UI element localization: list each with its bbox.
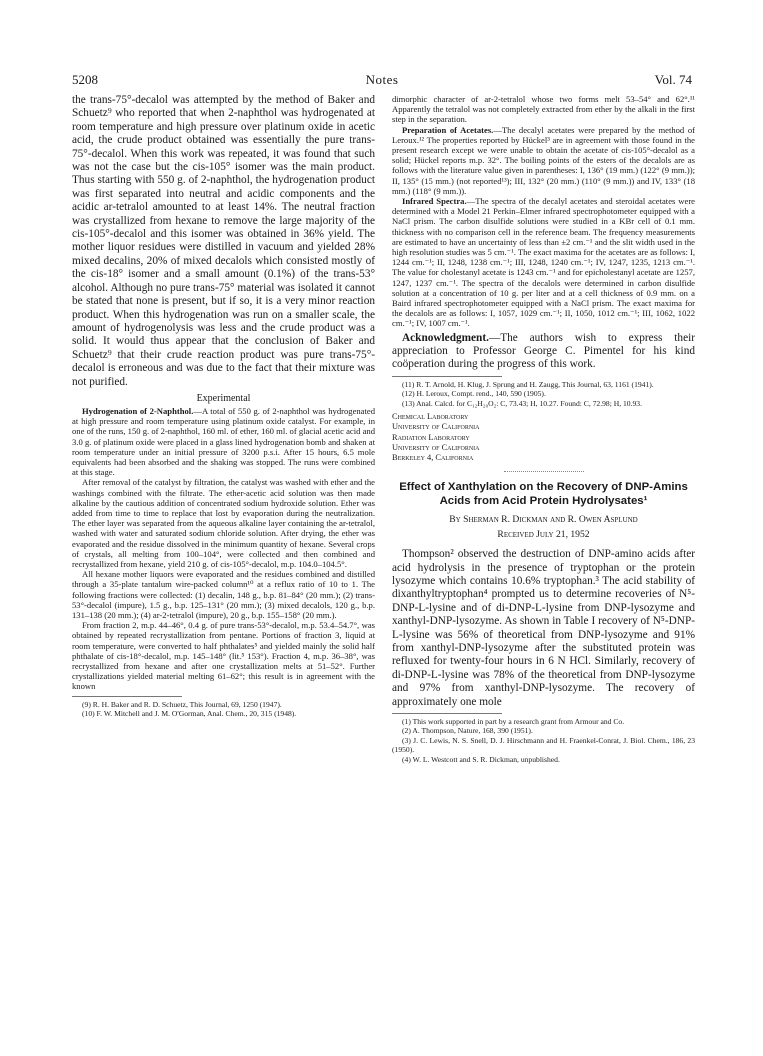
infrared-text: —The spectra of the decalyl acetates and steroidal acetates were determined with a Model 21 Perkin–Elmer infrared spectrophotometer equipped with a NaCl prism. The carbon disulfide solutions were studied in a KBr cell of 0.1 mm. thickness with no comparison cell in the reference beam. The frequency measurements are estimated to have an uncertainty of less than ±2 cm.⁻¹ and the slit width used in the high resolution studies was 5 cm.⁻¹. The exact maxima for the acetates are as follows: I, 1244 cm.⁻¹; II, 1248, 1238 cm.⁻¹; III, 1248, 1240 cm.⁻¹; IV, 1247, 1235, 1213 cm.⁻¹. The value for cholestanyl acetate is 1243 cm.⁻¹ and for epicholestanyl acetate are 1257, 1247, 1237 cm.⁻¹. The spectra of the decalols were determined in carbon disulfide solution at a concentration of 10 g. per liter and at a cell thickness of 0.9 mm. on a Baird infrared spectrophotometer equipped with a NaCl prism. The exact maxima for the decalols are as follows: I, 1057, 1029 cm.⁻¹; II, 1050, 1012 cm.⁻¹; III, 1062, 1022 cm.⁻¹; IV, 1007 cm.⁻¹. [392,196,695,329]
article-authors: By Sherman R. Dickman and R. Owen Asplund [449,514,638,526]
footnote: (10) F. W. Mitchell and J. M. O'Gorman, Anal. Chem., 20, 315 (1948). [82,709,297,719]
acetates-text: —The decalyl acetates were prepared by the method of Leroux.¹² The properties reported by Hückel³ are in agreement with those found in the present research except we were unable to obtain the acetate of cis-105°-decalol as a solid; Hückel reports m.p. 32°. The boiling points of the esters of the decalols are as follows with the literature value given in parentheses: I, 136° (19 mm.) (122° (9 mm.)); II, 135° (15 mm.) (not reported¹³); III, 132° (20 mm.) (110° (9 mm.)) and IV, 133° (18 mm.) (118° (9 mm.)). [392,124,695,196]
acknowledgment-text: —The authors wish to express their appreciation to Professor George C. Pimentel for his kind coöperation during the progress of this work. [392,331,695,371]
affiliation-line: Radiation Laboratory [392,432,470,442]
footnote-rule [72,696,182,697]
volume-label: Vol. 74 [654,72,692,87]
fractions-paragraph: From fraction 2, m.p. 44–46°, 0.4 g. of pure trans-53°-decalol, m.p. 53.4–54.7°, was obtained by repeated recrystallization from pentane. Portions of fraction 3, liquid at room temperature, were converted to half phthalates⁵ and yielded mainly the solid half phthalate of cis-18°-decalol, m.p. 145–148° (lit.⁵ 153°). Fraction 4, m.p. 36–38°, was recrystallized from hexane and after one crystallization melts at 51–52°. Further crystallizations yielded material melting 61–62°; this result is in agreement with the known [72,620,375,692]
right-column [392,94,695,764]
article-separator [504,471,584,472]
infrared-title: Infrared Spectra. [402,196,467,207]
intro-paragraph: the trans-75°-decalol was attempted by the method of Baker and Schuetz⁹ who reported that when 2-naphthol was hydrogenated at room temperature and high pressure over platinum oxide in acetic acid, the crude product obtained was essentially the pure trans-75°-decalol. When this work was repeated, it was found that such was not the case but the cis-105° isomer was the main product. Thus starting with 550 g. of 2-naphthol, the hydrogenation product was first separated into neutral and acidic components and the acidic ar-tetralol amounted to at least 14%. The neutral fraction was crystallized from hexane to remove the large majority of the cis-105°-decalol and this isomer was obtained in 36% yield. The mother liquor residues were distilled in vacuum and yielded 28% mixed decalins, 20% of mixed decalols which consisted mostly of the cis-18° isomer and a small amount (0.1%) of the trans-53° alcohol. Although no pure trans-75° material was isolated it cannot be stated that none is present, but if so, it is a very minor reaction product. When this hydrogenation was run on a smaller scale, the amount of hydrogenolysis was less and the crude product was a solid. It would thus appear that the conclusion of Baker and Schuetz⁹ that their crude reaction product was pure trans-75°-decalol is erroneous and was due to the fact that their mixture was not purified. [72,94,375,388]
section-title: Notes [365,72,399,87]
infrared-paragraph [392,196,695,329]
footnote: (3) J. C. Lewis, N. S. Snell, D. J. Hirschmann and H. Fraenkel-Conrat, J. Biol. Chem., 186, 23 (1950). [392,735,695,755]
affiliation-block [392,412,695,463]
affiliation-line: University of California [392,442,480,452]
acknowledgment-title: Acknowledgment. [402,331,489,344]
acetates-paragraph [392,125,695,196]
received-date: Received July 21, 1952 [497,529,590,541]
footnote-rule [392,376,502,377]
experimental-heading: Experimental [196,392,251,404]
acetates-title: Preparation of Acetates. [402,124,494,135]
footnote: (1) This work supported in part by a research grant from Armour and Co. [402,717,625,726]
hydrogenation-title: Hydrogenation of 2-Naphthol. [82,405,194,416]
running-header [72,72,692,88]
footnote: (13) Anal. Calcd. for C₁₂H₂₀O₂: C, 73.43; H, 10.27. Found: C, 72.98; H, 10.93. [402,398,642,408]
affiliation-line: Berkeley 4, California [392,452,474,462]
footnote: (12) H. Leroux, Compt. rend., 140, 590 (1905). [402,389,546,399]
article-body: Thompson² observed the destruction of DNP-amino acids after acid hydrolysis in the presence of tryptophan or the protein lysozyme which contains 10.6% tryptophan.³ The acid stability of dixanthyltryptophan⁴ prompted us to determine recoveries of N⁵-DNP-L-lysine and of di-DNP-L-lysine from DNP-lysozyme and xanthyl-DNP-lysozyme. As shown in Table I recovery of N⁵-DNP-L-lysine was 56% of theoretical from DNP-lysozyme and 91% from xanthyl-DNP-lysozyme after the substituted protein was refluxed for twenty-four hours in 6 N HCl. Similarly, recovery of di-DNP-L-lysine was 78% of the theoretical from DNP-lysozyme and 97% from xanthyl-DNP-lysozyme. The recovery of approximately one mole [392,548,695,708]
footnote: (4) W. L. Westcott and S. R. Dickman, unpublished. [402,754,560,764]
affiliation-line: Chemical Laboratory [392,412,469,422]
footnote: (11) R. T. Arnold, H. Klug, J. Sprung and H. Zaugg, This Journal, 63, 1161 (1941). [402,379,654,389]
distillation-paragraph: All hexane mother liquors were evaporated and the residues combined and distilled through a 35-plate tantalum wire-packed column¹⁰ at a reflux ratio of 10 to 1. The following fractions were collected: (1) decalin, 148 g., b.p. 81–84° (20 mm.); (2) trans-53°-decalol (impure), 1.5 g., b.p. 125–131° (20 mm.); (3) mixed decalols, 120 g., b.p. 131–138 (20 mm.); (4) ar-2-tetralol (impure), 20 g., b.p. 155–158° (20 mm.). [72,569,375,620]
hydrogenation-paragraph [72,406,375,477]
article-title: Effect of Xanthylation on the Recovery of DNP-Amins Acids from Acid Protein Hydrolysates¹ [399,481,688,508]
hydrogenation-text: —A total of 550 g. of 2-naphthol was hydrogenated at high pressure and room temperature using platinum oxide catalyst. For example, in one of the runs, 150 g. of 2-naphthol, 160 ml. of ether, 160 ml. of glacial acetic acid and 3.0 g. of platinum oxide were placed in a glass lined hydrogenation bomb and shaken at room temperature under an initial pressure of 3200 p.s.i. After 15 hours, 6.5 mole equivalents had been absorbed and the shaking was stopped. The runs were combined at this stage. [72,405,375,478]
footnote-rule [392,713,502,714]
footnote: (9) R. H. Baker and R. D. Schuetz, This Journal, 69, 1250 (1947). [82,699,282,709]
footnote: (2) A. Thompson, Nature, 168, 390 (1951). [402,726,533,736]
workup-paragraph: After removal of the catalyst by filtration, the catalyst was washed with ether and the washings combined with the filtrate. The ether-acetic acid solution was then made alkaline by the cautious addition of concentrated sodium hydroxide solution. Ether was added from time to time to replace that lost by evaporation during the neutralization. The ether layer was separated from the aqueous alkaline layer containing the ar-tetralol, washed with water and saturated sodium chloride solution. After drying, the ether was evaporated and the residue dissolved in the minimum quantity of hexane. Several crops of crystals, all melting from 100–104°, were collected and then combined and recrystallized from hexane, yield 210 g. of cis-105°-decalol, m.p. 104.0–104.5°. [72,477,375,569]
affiliation-line: University of California [392,422,480,432]
left-column [72,94,375,718]
tetralol-paragraph: dimorphic character of ar-2-tetralol whose two forms melt 53–54° and 62°.¹¹ Apparently the tetralol was not completely extracted from ether by the alkali in the first step in the separation. [392,94,695,125]
page-number: 5208 [72,72,98,87]
acknowledgment-paragraph [392,332,695,372]
